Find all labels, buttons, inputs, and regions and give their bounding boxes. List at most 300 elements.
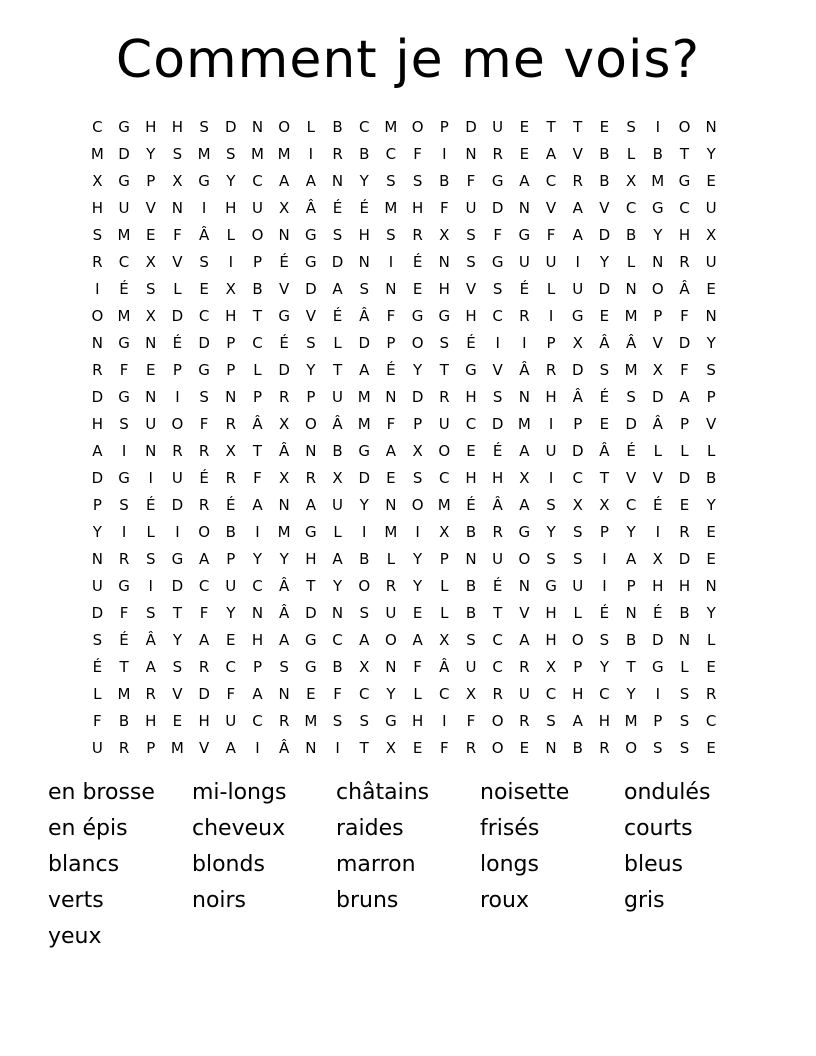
grid-letter: C [465, 414, 477, 433]
grid-row [84, 599, 725, 626]
grid-letter: I [655, 117, 660, 136]
grid-letter: X [359, 657, 370, 676]
grid-letter: L [306, 117, 316, 136]
grid-letter: Y [226, 603, 236, 622]
grid-letter: S [386, 171, 396, 190]
grid-letter: Y [146, 144, 156, 163]
grid-letter: L [546, 279, 556, 298]
grid-letter: É [359, 198, 369, 217]
grid-letter: P [226, 360, 236, 379]
grid-letter: É [332, 306, 343, 325]
grid-letter: I [255, 738, 260, 757]
grid-letter: P [252, 387, 262, 406]
grid-letter: É [199, 468, 209, 487]
grid-letter: V [279, 279, 290, 298]
grid-letter: C [358, 117, 370, 136]
grid-letter: N [705, 306, 717, 325]
grid-letter: B [572, 738, 583, 757]
grid-letter: C [358, 684, 370, 703]
grid-letter: F [546, 225, 556, 244]
grid-letter: G [465, 360, 477, 379]
grid-letter: M [90, 144, 104, 163]
grid-letter: R [679, 252, 690, 271]
grid-letter: G [491, 171, 504, 190]
word-item: en brosse [48, 780, 155, 805]
grid-letter: F [413, 144, 422, 163]
grid-letter: P [226, 333, 236, 352]
grid-letter: Y [306, 360, 316, 379]
grid-letter: H [91, 414, 103, 433]
grid-letter: C [198, 306, 210, 325]
grid-letter: É [226, 495, 236, 514]
grid-letter: É [492, 441, 503, 460]
grid-row [84, 653, 725, 680]
grid-letter: Y [359, 171, 369, 190]
grid-row [84, 140, 725, 167]
word-item: roux [480, 888, 529, 913]
grid-letter: U [91, 576, 103, 595]
grid-letter: M [624, 306, 638, 325]
grid-letter: I [95, 279, 100, 298]
grid-letter: N [251, 603, 264, 622]
grid-letter: E [412, 603, 423, 622]
grid-letter: S [466, 252, 476, 271]
grid-row [84, 329, 725, 356]
grid-letter: Â [625, 333, 637, 352]
grid-letter: D [91, 387, 104, 406]
grid-letter: I [522, 333, 527, 352]
grid-letter: F [466, 711, 476, 730]
grid-letter: A [572, 198, 583, 217]
grid-letter: U [518, 252, 530, 271]
grid-letter: I [175, 387, 180, 406]
grid-letter: U [705, 198, 717, 217]
grid-letter: F [226, 684, 236, 703]
grid-letter: S [439, 333, 450, 352]
grid-letter: I [655, 684, 660, 703]
grid-letter: G [305, 657, 317, 676]
grid-letter: R [492, 684, 503, 703]
grid-letter: G [678, 171, 691, 190]
grid-letter: B [625, 630, 637, 649]
grid-letter: P [439, 549, 449, 568]
grid-letter: U [438, 414, 450, 433]
grid-letter: I [442, 711, 447, 730]
grid-letter: V [572, 144, 583, 163]
grid-letter: A [519, 495, 530, 514]
grid-letter: C [225, 657, 237, 676]
grid-letter: S [572, 549, 583, 568]
grid-letter: A [252, 495, 263, 514]
grid-letter: N [278, 684, 290, 703]
grid-letter: D [358, 333, 370, 352]
word-list [48, 780, 788, 960]
grid-letter: U [385, 603, 397, 622]
grid-letter: O [625, 738, 637, 757]
grid-letter: É [279, 252, 289, 271]
word-item: verts [48, 888, 104, 913]
grid-letter: H [145, 117, 157, 136]
grid-letter: T [599, 468, 609, 487]
grid-letter: N [278, 225, 290, 244]
grid-letter: A [679, 387, 690, 406]
grid-letter: L [226, 225, 235, 244]
grid-letter: Y [546, 522, 556, 541]
word-item: bleus [624, 852, 684, 877]
grid-letter: U [251, 198, 263, 217]
grid-letter: D [491, 198, 504, 217]
grid-letter: O [91, 306, 104, 325]
grid-letter: S [119, 495, 129, 514]
grid-letter: N [171, 198, 184, 217]
grid-letter: G [518, 522, 531, 541]
grid-letter: B [706, 468, 717, 487]
grid-letter: P [626, 576, 636, 595]
grid-letter: L [253, 360, 262, 379]
grid-letter: S [92, 630, 103, 649]
grid-letter: Y [706, 495, 716, 514]
grid-letter: G [545, 576, 557, 595]
grid-letter: G [385, 711, 397, 730]
grid-letter: M [197, 144, 211, 163]
grid-row [84, 491, 725, 518]
grid-letter: A [519, 441, 530, 460]
grid-letter: E [519, 738, 530, 757]
grid-letter: Y [279, 549, 289, 568]
grid-letter: B [439, 171, 450, 190]
grid-letter: S [306, 333, 316, 352]
word-item: blonds [192, 852, 265, 877]
grid-letter: D [678, 468, 691, 487]
grid-letter: U [705, 252, 717, 271]
grid-letter: D [198, 684, 210, 703]
grid-letter: E [199, 279, 209, 298]
grid-letter: G [651, 198, 664, 217]
grid-letter: Â [599, 333, 610, 352]
grid-row [84, 464, 725, 491]
grid-letter: Y [653, 225, 663, 244]
grid-letter: I [548, 414, 554, 433]
grid-letter: R [412, 225, 423, 244]
grid-letter: C [332, 630, 343, 649]
grid-letter: M [651, 171, 665, 190]
grid-letter: D [598, 225, 611, 244]
word-item: en épis [48, 816, 128, 841]
grid-row [84, 734, 725, 761]
grid-letter: H [545, 603, 557, 622]
grid-letter: B [359, 144, 370, 163]
grid-letter: X [439, 522, 450, 541]
grid-letter: S [546, 711, 556, 730]
grid-letter: P [653, 306, 663, 325]
grid-letter: M [624, 711, 638, 730]
grid-letter: S [359, 279, 369, 298]
grid-letter: O [438, 441, 451, 460]
grid-letter: B [332, 441, 343, 460]
grid-letter: L [706, 630, 716, 649]
grid-letter: X [465, 684, 477, 703]
grid-letter: F [199, 603, 209, 622]
grid-letter: G [411, 306, 424, 325]
grid-letter: G [118, 117, 130, 136]
grid-row [84, 356, 725, 383]
grid-letter: B [465, 576, 477, 595]
grid-letter: Â [198, 225, 210, 244]
grid-letter: I [335, 738, 340, 757]
grid-letter: F [386, 414, 396, 433]
grid-letter: N [518, 198, 530, 217]
grid-letter: P [252, 657, 262, 676]
grid-letter: Y [413, 576, 423, 595]
grid-letter: T [546, 117, 556, 136]
grid-row [84, 248, 725, 275]
grid-letter: S [386, 225, 396, 244]
grid-letter: L [93, 684, 102, 703]
grid-letter: I [655, 522, 660, 541]
grid-letter: M [277, 522, 291, 541]
grid-row [84, 410, 725, 437]
grid-letter: A [332, 279, 343, 298]
grid-letter: M [517, 414, 531, 433]
grid-letter: H [225, 306, 237, 325]
grid-letter: N [305, 738, 317, 757]
grid-letter: S [679, 684, 690, 703]
grid-letter: X [652, 549, 663, 568]
grid-letter: D [171, 306, 184, 325]
grid-letter: O [651, 279, 664, 298]
grid-letter: X [92, 171, 103, 190]
grid-letter: N [251, 117, 264, 136]
grid-letter: U [171, 468, 183, 487]
grid-letter: Y [599, 657, 609, 676]
grid-letter: O [491, 711, 504, 730]
grid-letter: S [199, 117, 209, 136]
word-item: raides [336, 816, 404, 841]
grid-letter: V [652, 333, 663, 352]
grid-letter: N [305, 441, 317, 460]
grid-letter: H [225, 198, 237, 217]
grid-letter: É [466, 495, 476, 514]
grid-letter: I [148, 468, 153, 487]
word-item: yeux [48, 924, 102, 949]
grid-letter: É [412, 252, 423, 271]
grid-letter: I [442, 144, 447, 163]
grid-letter: L [626, 252, 636, 271]
grid-letter: P [653, 711, 663, 730]
grid-letter: U [91, 738, 103, 757]
grid-letter: D [171, 495, 184, 514]
grid-letter: R [385, 576, 397, 595]
grid-letter: X [332, 468, 343, 487]
grid-letter: D [678, 333, 691, 352]
grid-letter: V [145, 198, 156, 217]
grid-letter: M [384, 117, 398, 136]
grid-letter: P [599, 522, 609, 541]
grid-letter: R [225, 414, 236, 433]
grid-letter: X [225, 279, 236, 298]
grid-letter: E [466, 441, 476, 460]
grid-letter: I [388, 252, 394, 271]
grid-letter: D [171, 576, 184, 595]
grid-letter: U [465, 657, 477, 676]
grid-letter: N [652, 252, 664, 271]
grid-row [84, 707, 725, 734]
grid-letter: G [438, 306, 451, 325]
grid-letter: S [599, 360, 610, 379]
grid-letter: B [225, 522, 236, 541]
grid-letter: B [332, 657, 343, 676]
grid-letter: N [518, 387, 530, 406]
grid-letter: D [652, 387, 664, 406]
grid-letter: Y [92, 522, 102, 541]
grid-letter: U [465, 198, 477, 217]
grid-letter: E [519, 144, 530, 163]
grid-letter: C [252, 333, 263, 352]
grid-letter: H [411, 198, 424, 217]
grid-letter: G [305, 252, 317, 271]
grid-letter: D [491, 414, 504, 433]
grid-letter: U [145, 414, 157, 433]
grid-letter: R [492, 144, 503, 163]
grid-letter: V [545, 198, 557, 217]
grid-letter: O [491, 738, 504, 757]
grid-letter: É [492, 576, 503, 595]
grid-letter: A [545, 144, 557, 163]
grid-letter: T [252, 441, 263, 460]
grid-letter: R [278, 711, 290, 730]
grid-row [84, 167, 725, 194]
word-item: noirs [192, 888, 247, 913]
grid-letter: L [680, 657, 689, 676]
grid-letter: U [572, 279, 584, 298]
grid-letter: T [252, 306, 263, 325]
grid-letter: Y [413, 360, 423, 379]
grid-letter: P [172, 360, 182, 379]
grid-letter: Y [413, 549, 423, 568]
grid-letter: H [465, 468, 477, 487]
grid-letter: R [519, 711, 530, 730]
grid-letter: X [279, 468, 290, 487]
grid-letter: R [278, 387, 290, 406]
grid-letter: H [251, 630, 264, 649]
grid-letter: D [598, 279, 611, 298]
grid-letter: R [439, 387, 450, 406]
grid-letter: V [465, 279, 477, 298]
word-item: châtains [336, 780, 430, 805]
grid-letter: I [575, 252, 580, 271]
grid-letter: S [332, 225, 343, 244]
grid-letter: H [572, 684, 584, 703]
grid-letter: Y [252, 549, 263, 568]
grid-letter: G [118, 171, 130, 190]
grid-letter: N [438, 252, 450, 271]
grid-letter: R [198, 495, 210, 514]
grid-letter: A [225, 738, 236, 757]
grid-letter: É [332, 198, 343, 217]
grid-letter: U [332, 495, 344, 514]
grid-letter: X [279, 414, 290, 433]
grid-letter: D [652, 630, 664, 649]
grid-letter: N [385, 657, 397, 676]
grid-letter: X [572, 333, 583, 352]
grid-letter: R [198, 441, 210, 460]
grid-letter: V [492, 360, 503, 379]
grid-letter: X [439, 225, 450, 244]
grid-letter: P [573, 657, 583, 676]
grid-letter: I [548, 306, 554, 325]
grid-letter: V [599, 198, 610, 217]
grid-letter: É [599, 387, 610, 406]
grid-letter: D [118, 144, 130, 163]
grid-letter: I [602, 549, 607, 568]
grid-letter: C [252, 171, 263, 190]
grid-letter: R [118, 549, 130, 568]
grid-letter: H [438, 279, 450, 298]
grid-letter: G [571, 306, 584, 325]
grid-letter: N [625, 603, 637, 622]
grid-letter: P [386, 333, 396, 352]
grid-letter: N [145, 387, 157, 406]
grid-letter: H [492, 468, 504, 487]
grid-letter: N [145, 333, 157, 352]
grid-letter: E [145, 360, 156, 379]
grid-letter: M [384, 198, 398, 217]
grid-letter: F [439, 198, 449, 217]
grid-letter: V [172, 252, 183, 271]
grid-letter: L [680, 441, 689, 460]
word-item: cheveux [192, 816, 286, 841]
grid-letter: U [572, 576, 584, 595]
grid-letter: L [706, 441, 716, 460]
grid-letter: F [493, 225, 502, 244]
grid-letter: E [706, 279, 716, 298]
grid-letter: L [146, 522, 155, 541]
grid-letter: S [226, 144, 236, 163]
grid-letter: C [625, 198, 637, 217]
grid-letter: N [385, 495, 397, 514]
grid-letter: R [519, 657, 530, 676]
grid-letter: B [332, 117, 343, 136]
grid-row [84, 518, 725, 545]
grid-letter: M [250, 144, 264, 163]
grid-letter: S [172, 144, 183, 163]
grid-letter: P [706, 387, 716, 406]
grid-letter: S [145, 279, 156, 298]
grid-letter: G [305, 522, 317, 541]
grid-letter: X [172, 171, 183, 190]
grid-letter: E [679, 495, 690, 514]
grid-row [84, 680, 725, 707]
grid-letter: R [225, 468, 236, 487]
grid-letter: V [198, 738, 210, 757]
grid-letter: I [175, 522, 180, 541]
grid-letter: R [92, 360, 103, 379]
grid-letter: F [199, 414, 209, 433]
grid-letter: B [625, 225, 637, 244]
grid-letter: H [598, 711, 611, 730]
grid-letter: A [198, 549, 210, 568]
grid-letter: N [91, 549, 103, 568]
grid-letter: L [333, 333, 342, 352]
grid-letter: R [545, 360, 557, 379]
grid-letter: S [599, 630, 610, 649]
grid-letter: Y [359, 495, 369, 514]
grid-letter: L [440, 603, 449, 622]
grid-letter: N [278, 495, 290, 514]
grid-letter: C [599, 684, 610, 703]
grid-letter: E [386, 468, 396, 487]
grid-letter: P [146, 738, 156, 757]
